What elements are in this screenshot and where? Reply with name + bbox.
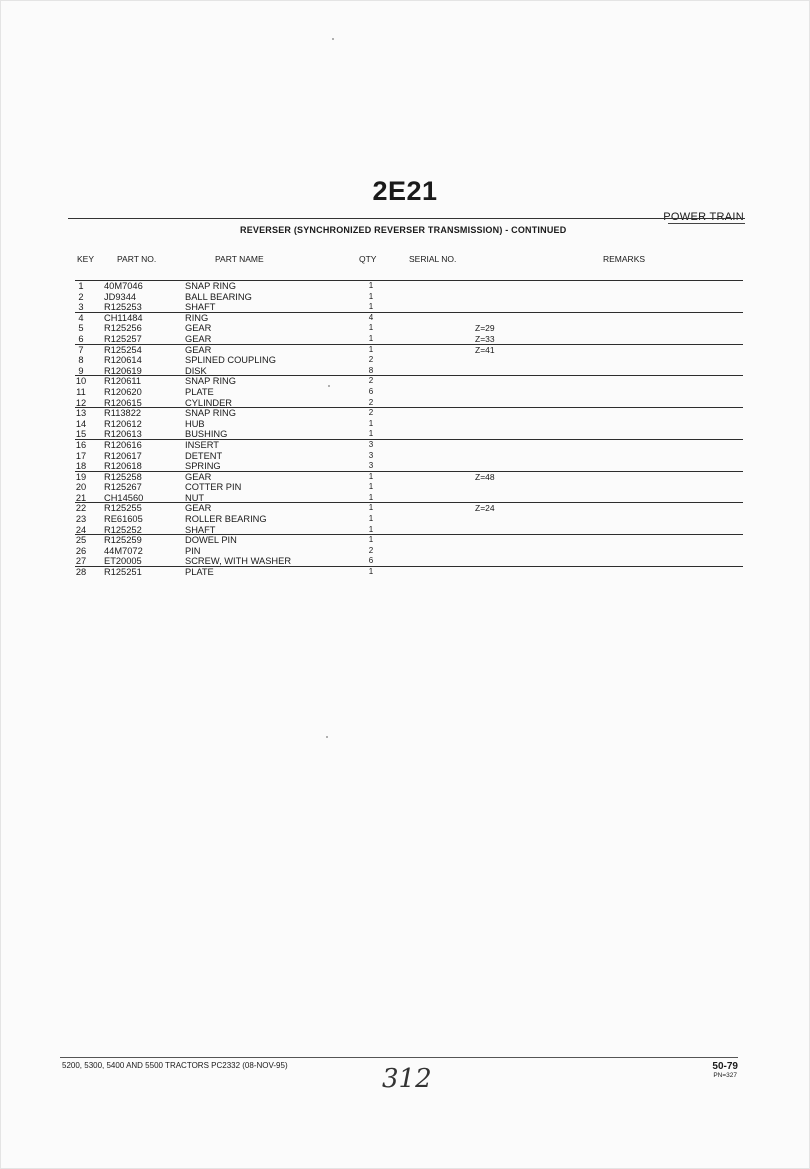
row-qty: 1 xyxy=(368,291,374,301)
row-qty: 3 xyxy=(368,450,374,460)
table-row xyxy=(0,408,810,419)
row-key: 24 xyxy=(75,524,87,535)
row-qty: 2 xyxy=(368,376,374,386)
row-key: 18 xyxy=(75,461,87,472)
row-key: 3 xyxy=(78,302,84,313)
row-key: 28 xyxy=(75,567,87,578)
column-header-remarks: REMARKS xyxy=(603,254,646,264)
row-part-no: R120615 xyxy=(104,397,142,408)
row-serial-no: Z=33 xyxy=(475,333,495,344)
row-part-name: BUSHING xyxy=(185,429,228,440)
row-part-name: GEAR xyxy=(185,344,212,355)
row-qty: 1 xyxy=(368,281,374,290)
row-key: 21 xyxy=(75,492,87,503)
footer-models: 5200, 5300, 5400 AND 5500 TRACTORS PC2332 (08-NOV-95) xyxy=(62,1061,288,1070)
row-part-no: CH11484 xyxy=(104,312,143,323)
row-part-name: GEAR xyxy=(185,471,212,482)
page-number: 50-79 xyxy=(712,1061,738,1072)
group-separator xyxy=(75,534,743,535)
row-key: 9 xyxy=(78,365,84,376)
group-separator xyxy=(75,407,743,408)
pn-number: PN=327 xyxy=(713,1072,737,1079)
row-part-no: R120611 xyxy=(104,376,142,387)
row-part-name: ROLLER BEARING xyxy=(185,514,267,525)
row-key: 16 xyxy=(75,439,87,450)
row-part-no: R120613 xyxy=(104,429,142,440)
row-part-no: R125252 xyxy=(104,524,142,535)
row-key: 7 xyxy=(78,344,84,355)
row-part-name: SHAFT xyxy=(185,302,216,313)
row-part-no: R120612 xyxy=(104,418,142,429)
row-part-name: RING xyxy=(185,312,209,323)
row-qty: 1 xyxy=(368,492,374,502)
row-key: 25 xyxy=(75,535,87,546)
table-row xyxy=(0,345,810,356)
row-key: 1 xyxy=(78,281,84,291)
group-separator xyxy=(75,375,743,376)
row-part-no: R125256 xyxy=(104,323,142,334)
group-separator xyxy=(75,280,743,281)
table-row xyxy=(0,514,810,525)
table-row xyxy=(0,376,810,387)
row-part-no: 40M7046 xyxy=(104,281,143,291)
row-qty: 1 xyxy=(368,567,374,577)
table-row xyxy=(0,546,810,557)
row-part-no: R125257 xyxy=(104,333,142,344)
scan-speck xyxy=(332,38,334,40)
handwritten-number: 312 xyxy=(382,1064,432,1094)
row-qty: 3 xyxy=(368,439,374,449)
row-serial-no: Z=48 xyxy=(475,471,495,482)
row-key: 6 xyxy=(78,333,84,344)
table-row xyxy=(0,535,810,546)
row-part-name: PIN xyxy=(185,545,201,556)
table-row xyxy=(0,419,810,430)
row-qty: 1 xyxy=(368,482,374,492)
row-qty: 1 xyxy=(368,471,374,481)
row-part-name: GEAR xyxy=(185,333,212,344)
row-part-no: 44M7072 xyxy=(104,545,143,556)
header-rule xyxy=(68,218,745,219)
row-key: 11 xyxy=(76,386,86,397)
table-row xyxy=(0,482,810,493)
row-key: 14 xyxy=(75,418,87,429)
row-qty: 8 xyxy=(368,365,374,375)
row-key: 23 xyxy=(75,514,87,525)
group-separator xyxy=(75,502,743,503)
column-header-qty: QTY xyxy=(359,254,377,264)
row-key: 2 xyxy=(78,291,84,302)
group-separator xyxy=(75,566,743,567)
row-key: 26 xyxy=(75,545,87,556)
row-part-name: HUB xyxy=(185,418,205,429)
row-qty: 6 xyxy=(368,386,374,396)
group-separator xyxy=(75,439,743,440)
row-part-name: SPRING xyxy=(185,461,221,472)
row-qty: 2 xyxy=(368,397,374,407)
row-part-no: R120620 xyxy=(104,386,142,397)
section-underline xyxy=(668,223,745,224)
column-header-part-no: PART NO. xyxy=(117,254,157,264)
row-qty: 1 xyxy=(368,514,374,524)
row-part-no: R125267 xyxy=(104,482,142,493)
row-key: 20 xyxy=(75,482,87,493)
row-part-no: R125259 xyxy=(104,535,142,546)
row-part-no: R120617 xyxy=(104,450,142,461)
row-qty: 4 xyxy=(368,312,374,322)
row-key: 5 xyxy=(78,323,84,334)
row-key: 19 xyxy=(75,471,87,482)
row-part-name: SCREW, WITH WASHER xyxy=(185,556,292,567)
row-part-name: SNAP RING xyxy=(185,281,236,291)
row-part-no: R125254 xyxy=(104,344,142,355)
row-part-name: GEAR xyxy=(185,323,212,334)
row-qty: 1 xyxy=(368,524,374,534)
page-title: REVERSER (SYNCHRONIZED REVERSER TRANSMISSION) - CONTINUED xyxy=(240,225,567,235)
row-part-no: R125251 xyxy=(104,567,142,578)
table-row xyxy=(0,451,810,462)
table-row xyxy=(0,355,810,366)
row-part-name: INSERT xyxy=(185,439,219,450)
row-part-no: R120618 xyxy=(104,461,142,472)
row-key: 12 xyxy=(75,397,87,408)
row-part-name: SHAFT xyxy=(185,524,216,535)
row-qty: 1 xyxy=(368,333,374,343)
column-header-serial-no: SERIAL NO. xyxy=(409,254,457,264)
row-qty: 6 xyxy=(368,556,374,566)
row-part-name: PLATE xyxy=(185,386,214,397)
row-qty: 1 xyxy=(368,503,374,513)
row-key: 4 xyxy=(78,312,84,323)
table-row xyxy=(0,323,810,334)
row-part-name: BALL BEARING xyxy=(185,291,252,302)
row-qty: 3 xyxy=(368,461,374,471)
scan-speck xyxy=(328,385,330,387)
table-row xyxy=(0,313,810,324)
parts-table xyxy=(0,281,810,578)
table-row xyxy=(0,292,810,303)
row-part-name: GEAR xyxy=(185,503,212,514)
group-separator xyxy=(75,471,743,472)
row-part-no: R120619 xyxy=(104,365,142,376)
row-part-name: PLATE xyxy=(185,567,214,578)
scan-speck xyxy=(326,736,328,738)
row-qty: 2 xyxy=(368,545,374,555)
row-part-name: NUT xyxy=(185,492,205,503)
row-part-no: R125258 xyxy=(104,471,142,482)
row-part-no: R120614 xyxy=(104,355,142,366)
row-qty: 1 xyxy=(368,302,374,312)
row-qty: 1 xyxy=(368,418,374,428)
row-part-name: CYLINDER xyxy=(185,397,233,408)
row-qty: 2 xyxy=(368,408,374,418)
row-qty: 2 xyxy=(368,355,374,365)
row-qty: 1 xyxy=(368,344,374,354)
table-row xyxy=(0,503,810,514)
table-row xyxy=(0,567,810,578)
table-row xyxy=(0,281,810,292)
row-key: 22 xyxy=(75,503,87,514)
table-row xyxy=(0,472,810,483)
row-serial-no: Z=29 xyxy=(475,323,495,334)
table-row xyxy=(0,440,810,451)
row-part-no: R125253 xyxy=(104,302,142,313)
section-label: POWER TRAIN xyxy=(663,211,744,223)
row-part-no: ET20005 xyxy=(104,556,142,567)
row-qty: 1 xyxy=(368,535,374,545)
row-part-name: SNAP RING xyxy=(185,408,236,419)
footer-rule xyxy=(60,1057,738,1058)
row-part-no: JD9344 xyxy=(104,291,137,302)
row-part-no: R113822 xyxy=(104,408,142,419)
row-key: 10 xyxy=(75,376,87,387)
group-separator xyxy=(75,312,743,313)
row-part-name: DOWEL PIN xyxy=(185,535,237,546)
row-part-no: R125255 xyxy=(104,503,142,514)
row-part-name: SPLINED COUPLING xyxy=(185,355,276,366)
column-header-key: KEY xyxy=(77,254,95,264)
group-separator xyxy=(75,344,743,345)
row-key: 15 xyxy=(75,429,87,440)
column-header-part-name: PART NAME xyxy=(215,254,264,264)
row-part-name: SNAP RING xyxy=(185,376,236,387)
row-part-no: R120616 xyxy=(104,439,142,450)
row-key: 27 xyxy=(75,556,87,567)
row-qty: 1 xyxy=(368,429,374,439)
row-key: 8 xyxy=(78,355,84,366)
row-part-no: CH14560 xyxy=(104,492,144,503)
row-serial-no: Z=24 xyxy=(475,503,495,514)
row-qty: 1 xyxy=(368,323,374,333)
row-part-name: DISK xyxy=(185,365,207,376)
diagram-id: 2E21 xyxy=(372,176,438,206)
row-part-name: COTTER PIN xyxy=(185,482,242,493)
row-part-no: RE61605 xyxy=(104,514,143,525)
row-key: 17 xyxy=(75,450,87,461)
table-row xyxy=(0,387,810,398)
row-part-name: DETENT xyxy=(185,450,223,461)
row-key: 13 xyxy=(75,408,87,419)
row-serial-no: Z=41 xyxy=(475,344,495,355)
